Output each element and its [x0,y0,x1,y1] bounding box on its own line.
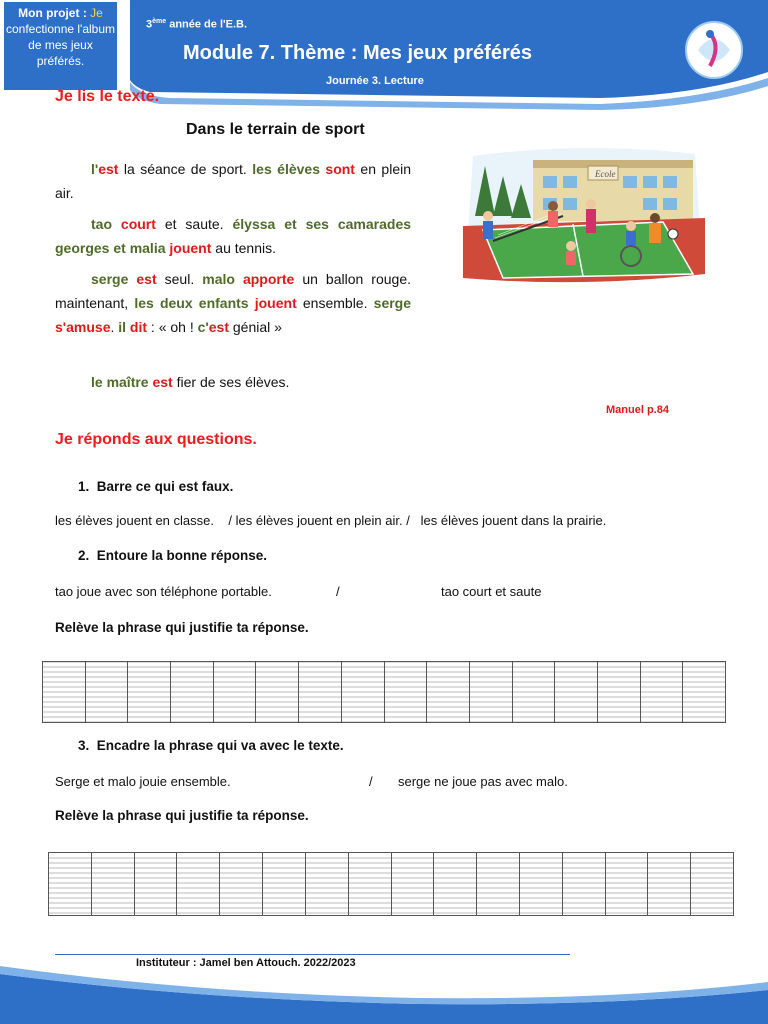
year-text: année de l'E.B. [166,18,248,31]
section-heading-questions: Je réponds aux questions. [55,431,257,448]
section-heading-read: Je lis le texte. [55,88,160,105]
year-number: 3 [146,18,153,31]
footer-divider [55,954,570,955]
word-verb: sont [319,161,355,177]
q2-option-1: tao joue avec son téléphone portable. [55,584,272,599]
text: au tennis. [211,240,276,256]
question-1 [78,479,233,494]
paragraph-1 [55,157,411,205]
question-text: Encadre la phrase qui va avec le texte. [96,738,344,753]
word-subject: tao [91,216,112,232]
word-subject: serge [91,271,129,287]
footer-wave [0,960,768,1024]
releve-instruction-1: Relève la phrase qui justifie ta réponse. [55,620,309,635]
question-number: 3. [78,738,90,753]
text: ensemble. [296,295,374,311]
illustration-sign-text: Ecole [595,169,616,179]
word-verb: est [148,374,173,390]
question-3 [78,738,344,753]
word-verb: est [98,161,119,177]
word-verb: apporte [234,271,295,287]
word-subject: il [118,319,127,335]
word-subject: malo [202,271,235,287]
word-subject: serge [373,295,412,311]
paragraph-3 [55,267,411,339]
writing-grid-2[interactable] [48,852,734,916]
q3-option-1: Serge et malo jouie ensemble. [55,774,231,789]
q2-separator: / [336,584,340,599]
q1-options: les élèves jouent en classe. / les élèves jouent en plein air. / les élèves jouent dans la prairie. [55,513,607,528]
projet-text: confectionne l'album de mes jeux préférés. [5,22,116,68]
word-verb: est [208,319,229,335]
text: un ballon rouge. maintenant, [55,271,411,311]
text: la séance de sport. [118,161,253,177]
text: fier de ses élèves. [172,374,290,390]
text-title: Dans le terrain de sport [186,121,365,138]
text: seul. [156,271,203,287]
text: génial » [229,319,282,335]
word-subject: c' [197,319,209,335]
word-subject: élyssa et ses camarades georges et malia [55,216,412,256]
projet-text-highlight: Je [90,6,103,20]
writing-grid-1[interactable] [42,661,726,723]
text: : « oh ! [147,319,198,335]
year-sup: ème [152,18,167,25]
footer-teacher: Instituteur : Jamel ben Attouch. 2022/2023 [136,957,356,969]
school-logo-icon [684,20,744,80]
word-verb: dit [126,319,148,335]
text: et saute. [155,216,233,232]
word-verb: s'amuse [55,319,111,335]
releve-instruction-2: Relève la phrase qui justifie ta réponse. [55,808,309,823]
paragraph-4 [55,370,411,394]
q2-option-2: tao court et saute [441,584,542,599]
word-subject: le maître [91,374,149,390]
school-sport-illustration [463,146,705,285]
question-text: Entoure la bonne réponse. [96,548,268,563]
word-verb: jouent [248,295,297,311]
word-subject: les deux enfants [134,295,249,311]
journee-label: Journée 3. Lecture [326,75,424,87]
question-text: Barre ce qui est faux. [96,479,234,494]
word-verb: jouent [165,240,212,256]
question-number: 2. [78,548,90,563]
question-2 [78,548,267,563]
word-verb: court [112,216,156,232]
paragraph-2 [55,212,411,260]
q3-separator: / [369,774,373,789]
text: en plein air. [55,161,412,201]
school-year [146,18,247,31]
projet-label: Mon projet : [18,6,87,20]
projet-box [4,2,117,90]
question-number: 1. [78,479,90,494]
word-subject: l' [91,161,99,177]
q3-option-2: serge ne joue pas avec malo. [398,774,568,789]
module-title: Module 7. Thème : Mes jeux préférés [183,42,532,64]
word-subject: les élèves [252,161,320,177]
word-verb: est [128,271,157,287]
manuel-reference: Manuel p.84 [606,404,669,416]
text: . [110,319,119,335]
